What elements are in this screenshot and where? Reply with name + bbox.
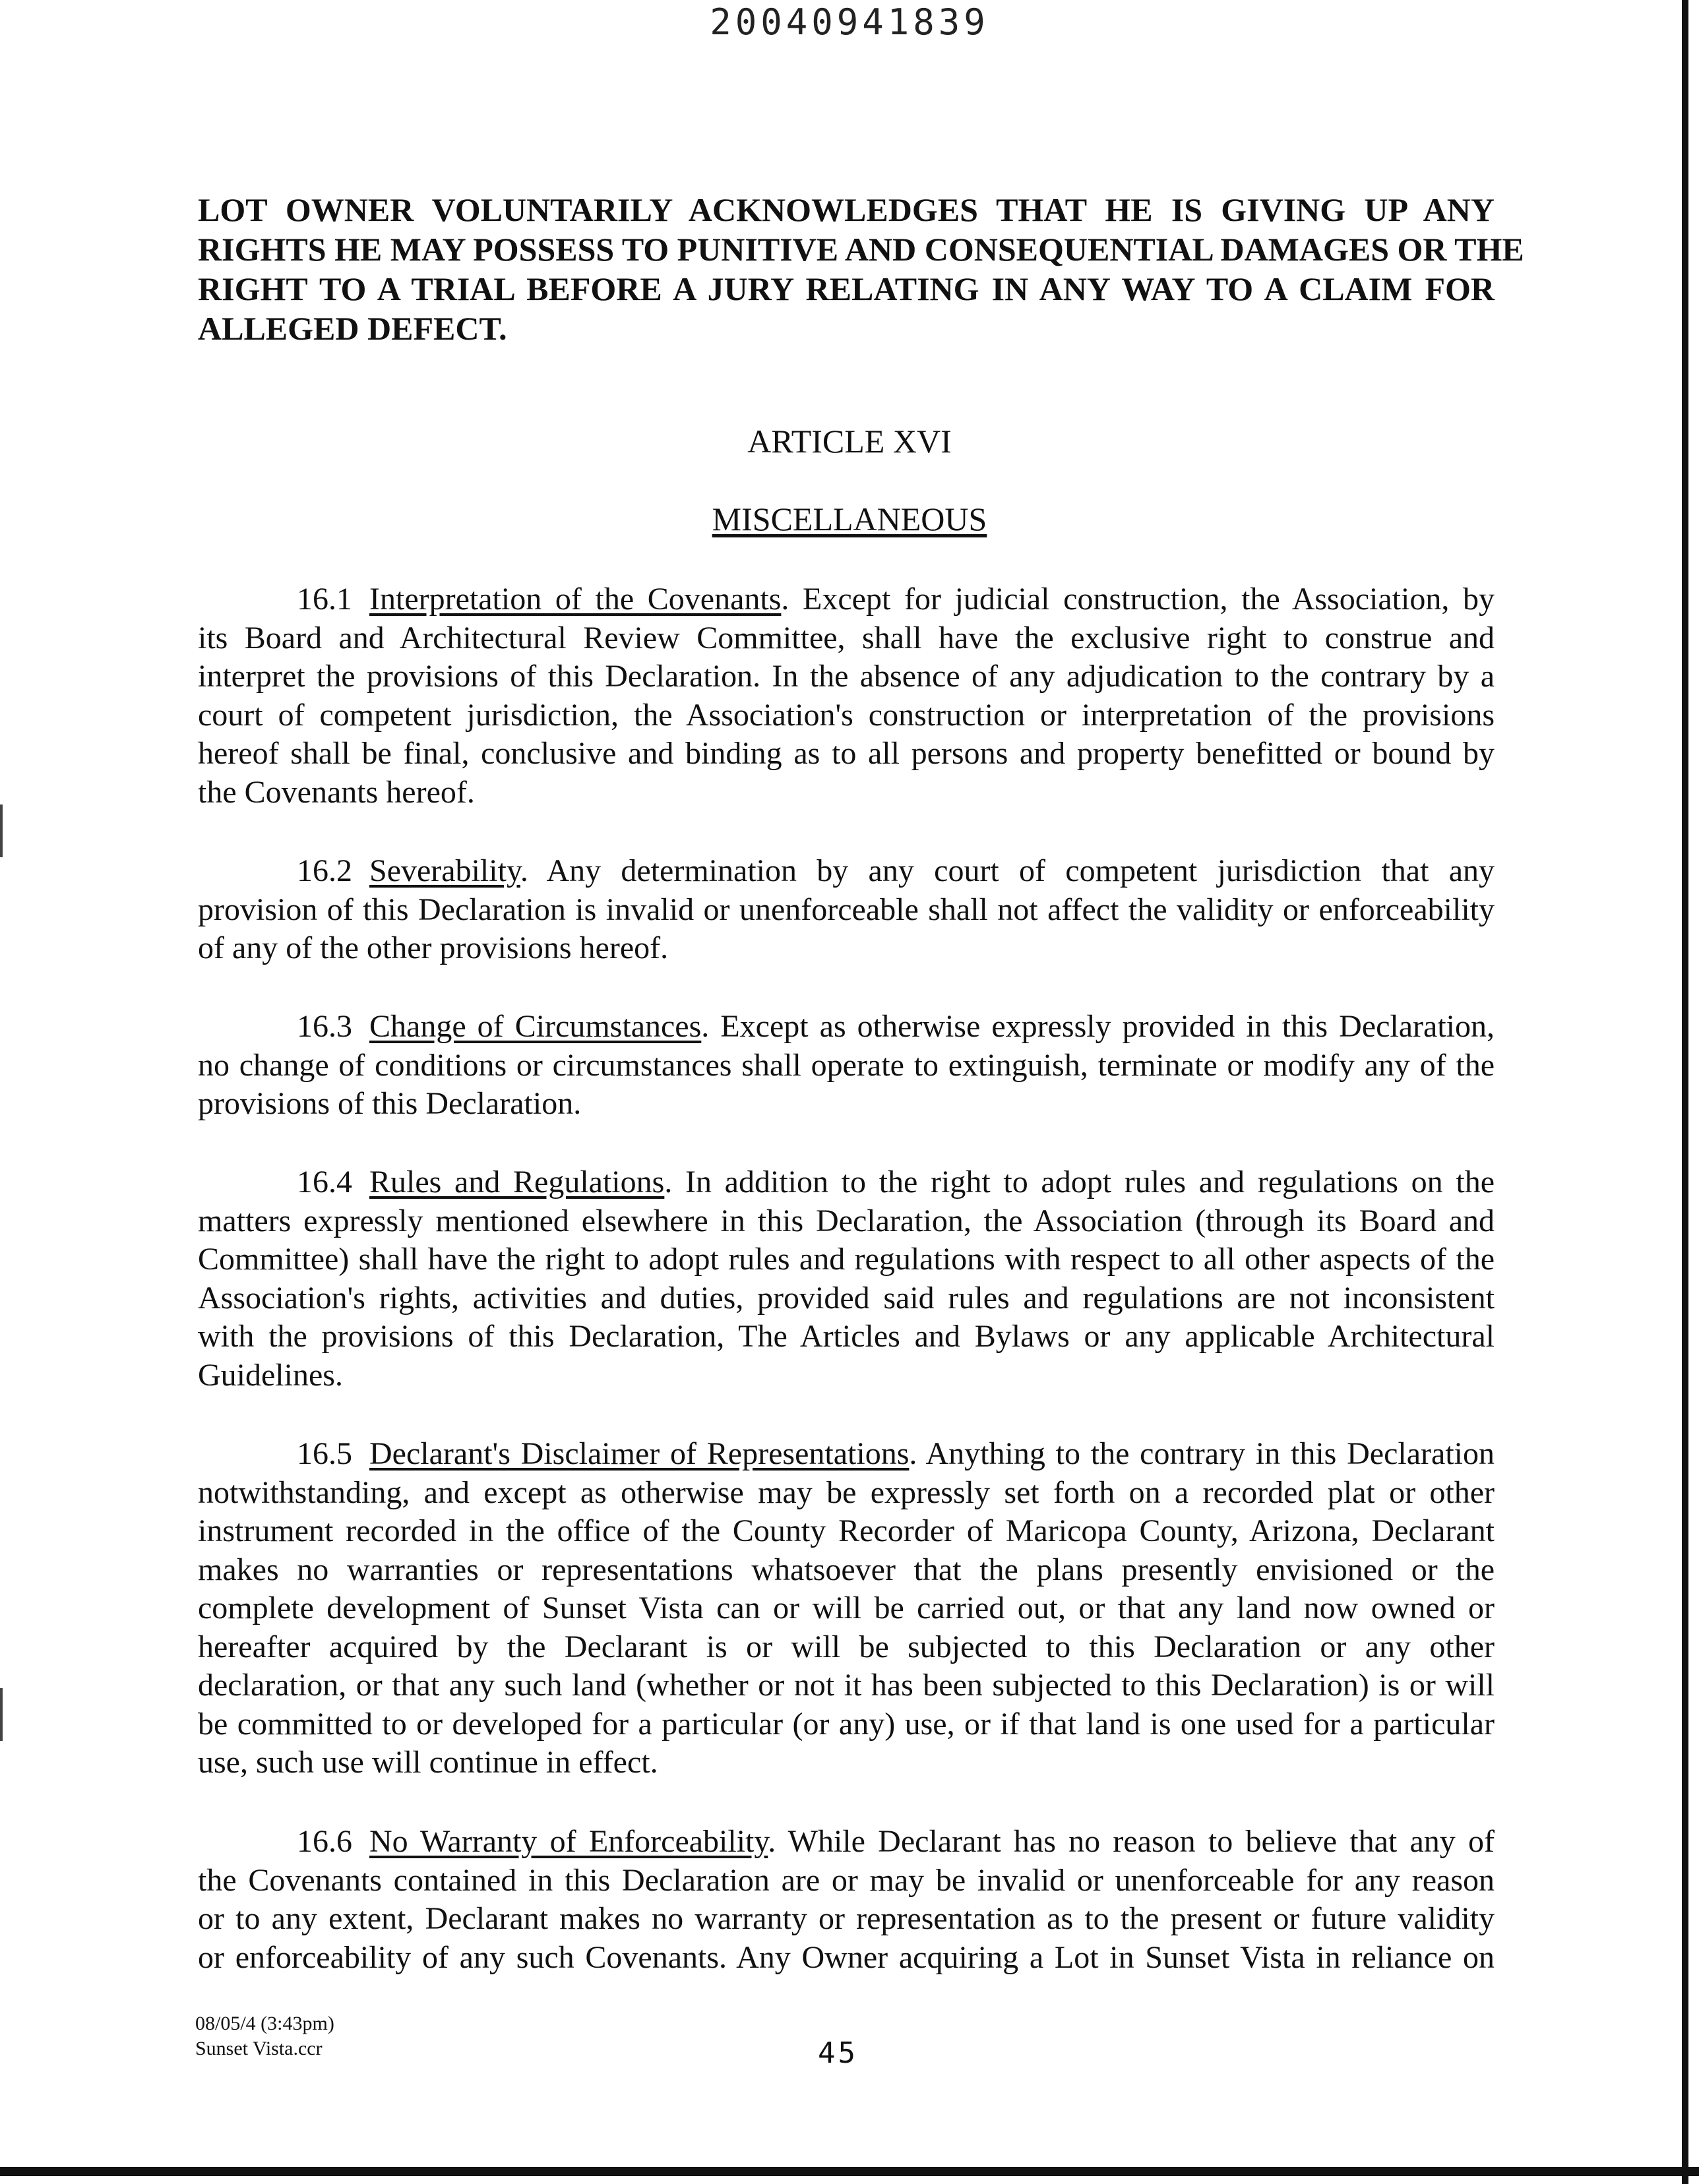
section-number: 16.5 xyxy=(297,1436,352,1471)
notice-line: LOT OWNER VOLUNTARILY ACKNOWLEDGES THAT HE IS GIVING UP ANY xyxy=(198,191,1495,228)
section-text: . Anything to the contrary in this Declaration xyxy=(909,1436,1495,1471)
section-first-line xyxy=(198,1435,1495,1474)
section-line: hereafter acquired by the Declarant is or will be subjected to this Declaration or any other xyxy=(198,1629,1495,1664)
section-line: provisions of this Declaration. xyxy=(198,1086,582,1121)
section-16-2 xyxy=(198,852,1495,968)
section-line: with the provisions of this Declaration, The Articles and Bylaws or any applicable Architectural xyxy=(198,1319,1495,1354)
section-number: 16.3 xyxy=(297,1009,352,1044)
section-16-3 xyxy=(198,1008,1495,1124)
article-title: ARTICLE XVI xyxy=(747,423,952,460)
section-line: its Board and Architectural Review Committee, shall have the exclusive right to construe and xyxy=(198,620,1495,655)
section-line: Association's rights, activities and duties, provided said rules and regulations are not inconsistent xyxy=(198,1280,1495,1316)
section-16-5 xyxy=(198,1435,1495,1782)
section-heading: Interpretation of the Covenants xyxy=(369,582,782,617)
section-first-line xyxy=(198,852,1495,891)
section-line: Committee) shall have the right to adopt rules and regulations with respect to all other aspects of the xyxy=(198,1242,1495,1277)
notice-line: ALLEGED DEFECT. xyxy=(198,310,507,347)
footer-file-info xyxy=(195,2011,334,2061)
section-line: the Covenants hereof. xyxy=(198,774,475,810)
footer-filename: Sunset Vista.ccr xyxy=(195,2038,323,2059)
section-heading: Severability xyxy=(369,853,520,888)
article-subtitle xyxy=(0,500,1699,538)
section-line: of any of the other provisions hereof. xyxy=(198,930,669,965)
section-line: declaration, or that any such land (whether or not it has been subjected to this Declaration) is or will xyxy=(198,1668,1495,1703)
section-heading: No Warranty of Enforceability xyxy=(369,1824,768,1859)
section-heading: Rules and Regulations xyxy=(369,1165,665,1199)
section-line: notwithstanding, and except as otherwise may be expressly set forth on a recorded plat or other xyxy=(198,1474,1495,1510)
section-first-line xyxy=(198,580,1495,619)
section-line: be committed to or developed for a particular (or any) use, or if that land is one used for a particular xyxy=(198,1706,1495,1742)
page-border-bottom xyxy=(0,2167,1699,2176)
section-first-line xyxy=(198,1008,1495,1046)
section-line: Guidelines. xyxy=(198,1357,343,1393)
section-16-4 xyxy=(198,1163,1495,1395)
page-number: 45 xyxy=(818,2036,858,2070)
notice-line: RIGHT TO A TRIAL BEFORE A JURY RELATING IN ANY WAY TO A CLAIM FOR xyxy=(198,270,1495,307)
section-number: 16.4 xyxy=(297,1165,352,1199)
section-heading: Declarant's Disclaimer of Representations xyxy=(369,1436,910,1471)
section-line: use, such use will continue in effect. xyxy=(198,1745,658,1780)
scan-edge-mark xyxy=(0,1688,3,1741)
section-line: makes no warranties or representations whatsoever that the plans presently envisioned or the xyxy=(198,1552,1495,1587)
section-line: instrument recorded in the office of the County Recorder of Maricopa County, Arizona, Declarant xyxy=(198,1513,1495,1548)
footer-date: 08/05/4 (3:43pm) xyxy=(195,2013,334,2034)
section-first-line xyxy=(198,1163,1495,1202)
section-line: provision of this Declaration is invalid or unenforceable shall not affect the validity or enforceability xyxy=(198,892,1495,927)
section-line: the Covenants contained in this Declaration are or may be invalid or unenforceable for any reason xyxy=(198,1862,1495,1898)
section-line: or enforceability of any such Covenants. Any Owner acquiring a Lot in Sunset Vista in reliance on xyxy=(198,1939,1495,1975)
section-line: court of competent jurisdiction, the Association's construction or interpretation of the provisions xyxy=(198,697,1495,733)
article-subtitle-text: MISCELLANEOUS xyxy=(712,501,987,537)
section-16-6 xyxy=(198,1823,1495,1977)
section-first-line xyxy=(198,1823,1495,1862)
section-16-1 xyxy=(198,580,1495,812)
page-border-right xyxy=(1682,0,1688,2184)
jury-waiver-notice xyxy=(198,190,1524,348)
section-line: or to any extent, Declarant makes no warranty or representation as to the present or future validity xyxy=(198,1901,1495,1936)
section-line: complete development of Sunset Vista can or will be carried out, or that any land now owned or xyxy=(198,1591,1495,1625)
scan-edge-mark xyxy=(0,804,3,857)
section-line: no change of conditions or circumstances shall operate to extinguish, terminate or modify any of the xyxy=(198,1047,1495,1083)
section-text: . While Declarant has no reason to believe that any of xyxy=(768,1824,1495,1859)
section-number: 16.1 xyxy=(297,582,352,617)
recording-number: 20040941839 xyxy=(710,1,989,43)
section-number: 16.2 xyxy=(297,853,352,888)
section-text: . Except for judicial construction, the Association, by xyxy=(781,582,1495,617)
section-heading: Change of Circumstances xyxy=(369,1009,702,1044)
section-line: matters expressly mentioned elsewhere in this Declaration, the Association (through its Board and xyxy=(198,1203,1495,1238)
section-text: . Any determination by any court of competent jurisdiction that any xyxy=(520,853,1495,888)
section-line: hereof shall be final, conclusive and binding as to all persons and property benefitted or bound by xyxy=(198,736,1495,771)
notice-line: RIGHTS HE MAY POSSESS TO PUNITIVE AND CONSEQUENTIAL DAMAGES OR THE xyxy=(198,231,1524,268)
section-line: interpret the provisions of this Declaration. In the absence of any adjudication to the contrary by a xyxy=(198,659,1495,694)
section-text: . Except as otherwise expressly provided in this Declaration, xyxy=(701,1009,1495,1044)
section-number: 16.6 xyxy=(297,1824,352,1859)
section-text: . In addition to the right to adopt rules and regulations on the xyxy=(664,1165,1495,1199)
